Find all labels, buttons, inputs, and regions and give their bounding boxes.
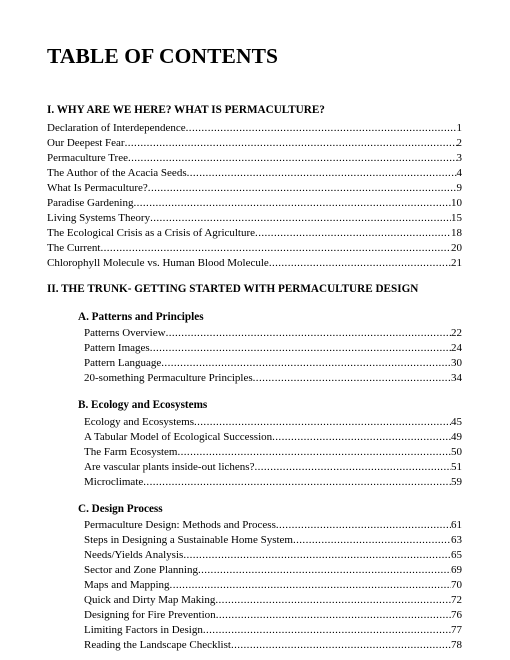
entry-page-number: 22 xyxy=(451,327,462,339)
dot-leader xyxy=(143,475,451,490)
dot-leader xyxy=(187,166,457,181)
toc-entry-map-making[interactable] xyxy=(84,593,462,608)
toc-entry-living-systems[interactable] xyxy=(47,211,462,226)
toc-entry-the-current[interactable] xyxy=(47,241,462,256)
entry-label: Pattern Language xyxy=(84,357,162,369)
entry-page-number: 24 xyxy=(451,342,462,354)
entry-page-number: 70 xyxy=(451,579,462,591)
entry-page-number: 15 xyxy=(451,212,462,224)
dot-leader xyxy=(100,241,451,256)
entry-label: The Ecological Crisis as a Crisis of Agriculture xyxy=(47,227,256,239)
entry-page-number: 3 xyxy=(456,152,462,164)
entry-label: 20-something Permaculture Principles xyxy=(84,372,253,384)
dot-leader xyxy=(269,256,451,271)
entry-label: What Is Permaculture? xyxy=(47,182,148,194)
toc-entry-ecology-ecosystems[interactable] xyxy=(84,415,462,430)
dot-leader xyxy=(128,151,457,166)
toc-entry-ecological-crisis[interactable] xyxy=(47,226,462,241)
dot-leader xyxy=(194,415,451,430)
dot-leader xyxy=(148,181,457,196)
dot-leader xyxy=(133,196,451,211)
toc-entry-sector-zone[interactable] xyxy=(84,563,462,578)
entry-page-number: 61 xyxy=(451,519,462,531)
dot-leader xyxy=(177,445,451,460)
entry-page-number: 18 xyxy=(451,227,462,239)
toc-entry-fire-prevention[interactable] xyxy=(84,608,462,623)
page-title: TABLE OF CONTENTS xyxy=(47,44,279,68)
entry-label: Steps in Designing a Sustainable Home System xyxy=(84,534,293,546)
toc-entry-permaculture-tree[interactable] xyxy=(47,151,462,166)
section-heading-2: II. THE TRUNK- GETTING STARTED WITH PERMACULTURE DESIGN xyxy=(47,283,419,295)
entry-page-number: 20 xyxy=(451,242,462,254)
dot-leader xyxy=(254,460,451,475)
dot-leader xyxy=(161,356,451,371)
entry-page-number: 45 xyxy=(451,416,462,428)
dot-leader xyxy=(166,326,451,341)
entry-label: Living Systems Theory xyxy=(47,212,151,224)
entry-label: Declaration of Interdependence xyxy=(47,122,186,134)
toc-entry-what-is-permaculture[interactable] xyxy=(47,181,462,196)
subsection-heading-b: B. Ecology and Ecosystems xyxy=(78,399,208,411)
entry-label: Our Deepest Fear xyxy=(47,137,125,149)
dot-leader xyxy=(198,563,451,578)
entry-label: Needs/Yields Analysis xyxy=(84,549,184,561)
entry-page-number: 63 xyxy=(451,534,462,546)
entry-label: Paradise Gardening xyxy=(47,197,134,209)
toc-entry-declaration[interactable] xyxy=(47,121,462,136)
entry-label: Reading the Landscape Checklist xyxy=(84,639,231,651)
toc-entry-chlorophyll[interactable] xyxy=(47,256,462,271)
subsection-heading-a: A. Patterns and Principles xyxy=(78,311,204,323)
entry-page-number: 10 xyxy=(451,197,462,209)
entry-page-number: 21 xyxy=(451,257,462,269)
dot-leader xyxy=(183,548,451,563)
section-heading-1: I. WHY ARE WE HERE? WHAT IS PERMACULTURE? xyxy=(47,104,325,116)
dot-leader xyxy=(272,430,451,445)
entry-label: The Current xyxy=(47,242,101,254)
toc-entry-deepest-fear[interactable] xyxy=(47,136,462,151)
toc-entry-pattern-images[interactable] xyxy=(84,341,462,356)
entry-page-number: 72 xyxy=(451,594,462,606)
entry-label: Maps and Mapping xyxy=(84,579,170,591)
entry-page-number: 59 xyxy=(451,476,462,488)
toc-entry-patterns-overview[interactable] xyxy=(84,326,462,341)
entry-label: Pattern Images xyxy=(84,342,150,354)
entry-label: Designing for Fire Prevention xyxy=(84,609,216,621)
entry-page-number: 9 xyxy=(456,182,462,194)
entry-page-number: 2 xyxy=(456,137,462,149)
dot-leader xyxy=(203,623,451,638)
toc-entry-microclimate[interactable] xyxy=(84,475,462,490)
dot-leader xyxy=(125,136,457,151)
toc-entry-pattern-language[interactable] xyxy=(84,356,462,371)
entry-label: Limiting Factors in Design xyxy=(84,624,203,636)
toc-entry-permaculture-principles[interactable] xyxy=(84,371,462,386)
entry-label: A Tabular Model of Ecological Succession xyxy=(84,431,273,443)
entry-label: Patterns Overview xyxy=(84,327,166,339)
entry-label: Are vascular plants inside-out lichens? xyxy=(84,461,255,473)
entry-label: Microclimate xyxy=(84,476,144,488)
entry-page-number: 49 xyxy=(451,431,462,443)
toc-entry-vascular-plants[interactable] xyxy=(84,460,462,475)
subsection-heading-c: C. Design Process xyxy=(78,503,163,515)
dot-leader xyxy=(150,211,451,226)
dot-leader xyxy=(231,638,451,653)
entry-label: Chlorophyll Molecule vs. Human Blood Molecule xyxy=(47,257,269,269)
entry-page-number: 69 xyxy=(451,564,462,576)
toc-entry-acacia-seeds[interactable] xyxy=(47,166,462,181)
entry-page-number: 51 xyxy=(451,461,462,473)
toc-entry-maps-mapping[interactable] xyxy=(84,578,462,593)
entry-label: The Farm Ecosystem xyxy=(84,446,178,458)
entry-label: The Author of the Acacia Seeds xyxy=(47,167,187,179)
dot-leader xyxy=(170,578,451,593)
entry-label: Permaculture Design: Methods and Process xyxy=(84,519,276,531)
toc-entry-home-system[interactable] xyxy=(84,533,462,548)
entry-label: Sector and Zone Planning xyxy=(84,564,198,576)
dot-leader xyxy=(186,121,457,136)
dot-leader xyxy=(215,593,451,608)
entry-page-number: 50 xyxy=(451,446,462,458)
toc-entry-farm-ecosystem[interactable] xyxy=(84,445,462,460)
dot-leader xyxy=(150,341,451,356)
entry-label: Permaculture Tree xyxy=(47,152,128,164)
toc-entry-design-methods[interactable] xyxy=(84,518,462,533)
entry-page-number: 34 xyxy=(451,372,462,384)
dot-leader xyxy=(293,533,451,548)
entry-label: Quick and Dirty Map Making xyxy=(84,594,216,606)
entry-page-number: 65 xyxy=(451,549,462,561)
toc-entry-tabular-model[interactable] xyxy=(84,430,462,445)
entry-page-number: 78 xyxy=(451,639,462,651)
entry-page-number: 4 xyxy=(456,167,462,179)
entry-page-number: 77 xyxy=(451,624,462,636)
dot-leader xyxy=(216,608,451,623)
dot-leader xyxy=(255,226,451,241)
entry-label: Ecology and Ecosystems xyxy=(84,416,194,428)
toc-entry-limiting-factors[interactable] xyxy=(84,623,462,638)
toc-entry-landscape-checklist[interactable] xyxy=(84,638,462,653)
toc-entry-paradise-gardening[interactable] xyxy=(47,196,462,211)
dot-leader xyxy=(253,371,451,386)
entry-page-number: 76 xyxy=(451,609,462,621)
entry-page-number: 30 xyxy=(451,357,462,369)
dot-leader xyxy=(276,518,451,533)
entry-page-number: 1 xyxy=(456,122,462,134)
toc-entry-needs-yields[interactable] xyxy=(84,548,462,563)
